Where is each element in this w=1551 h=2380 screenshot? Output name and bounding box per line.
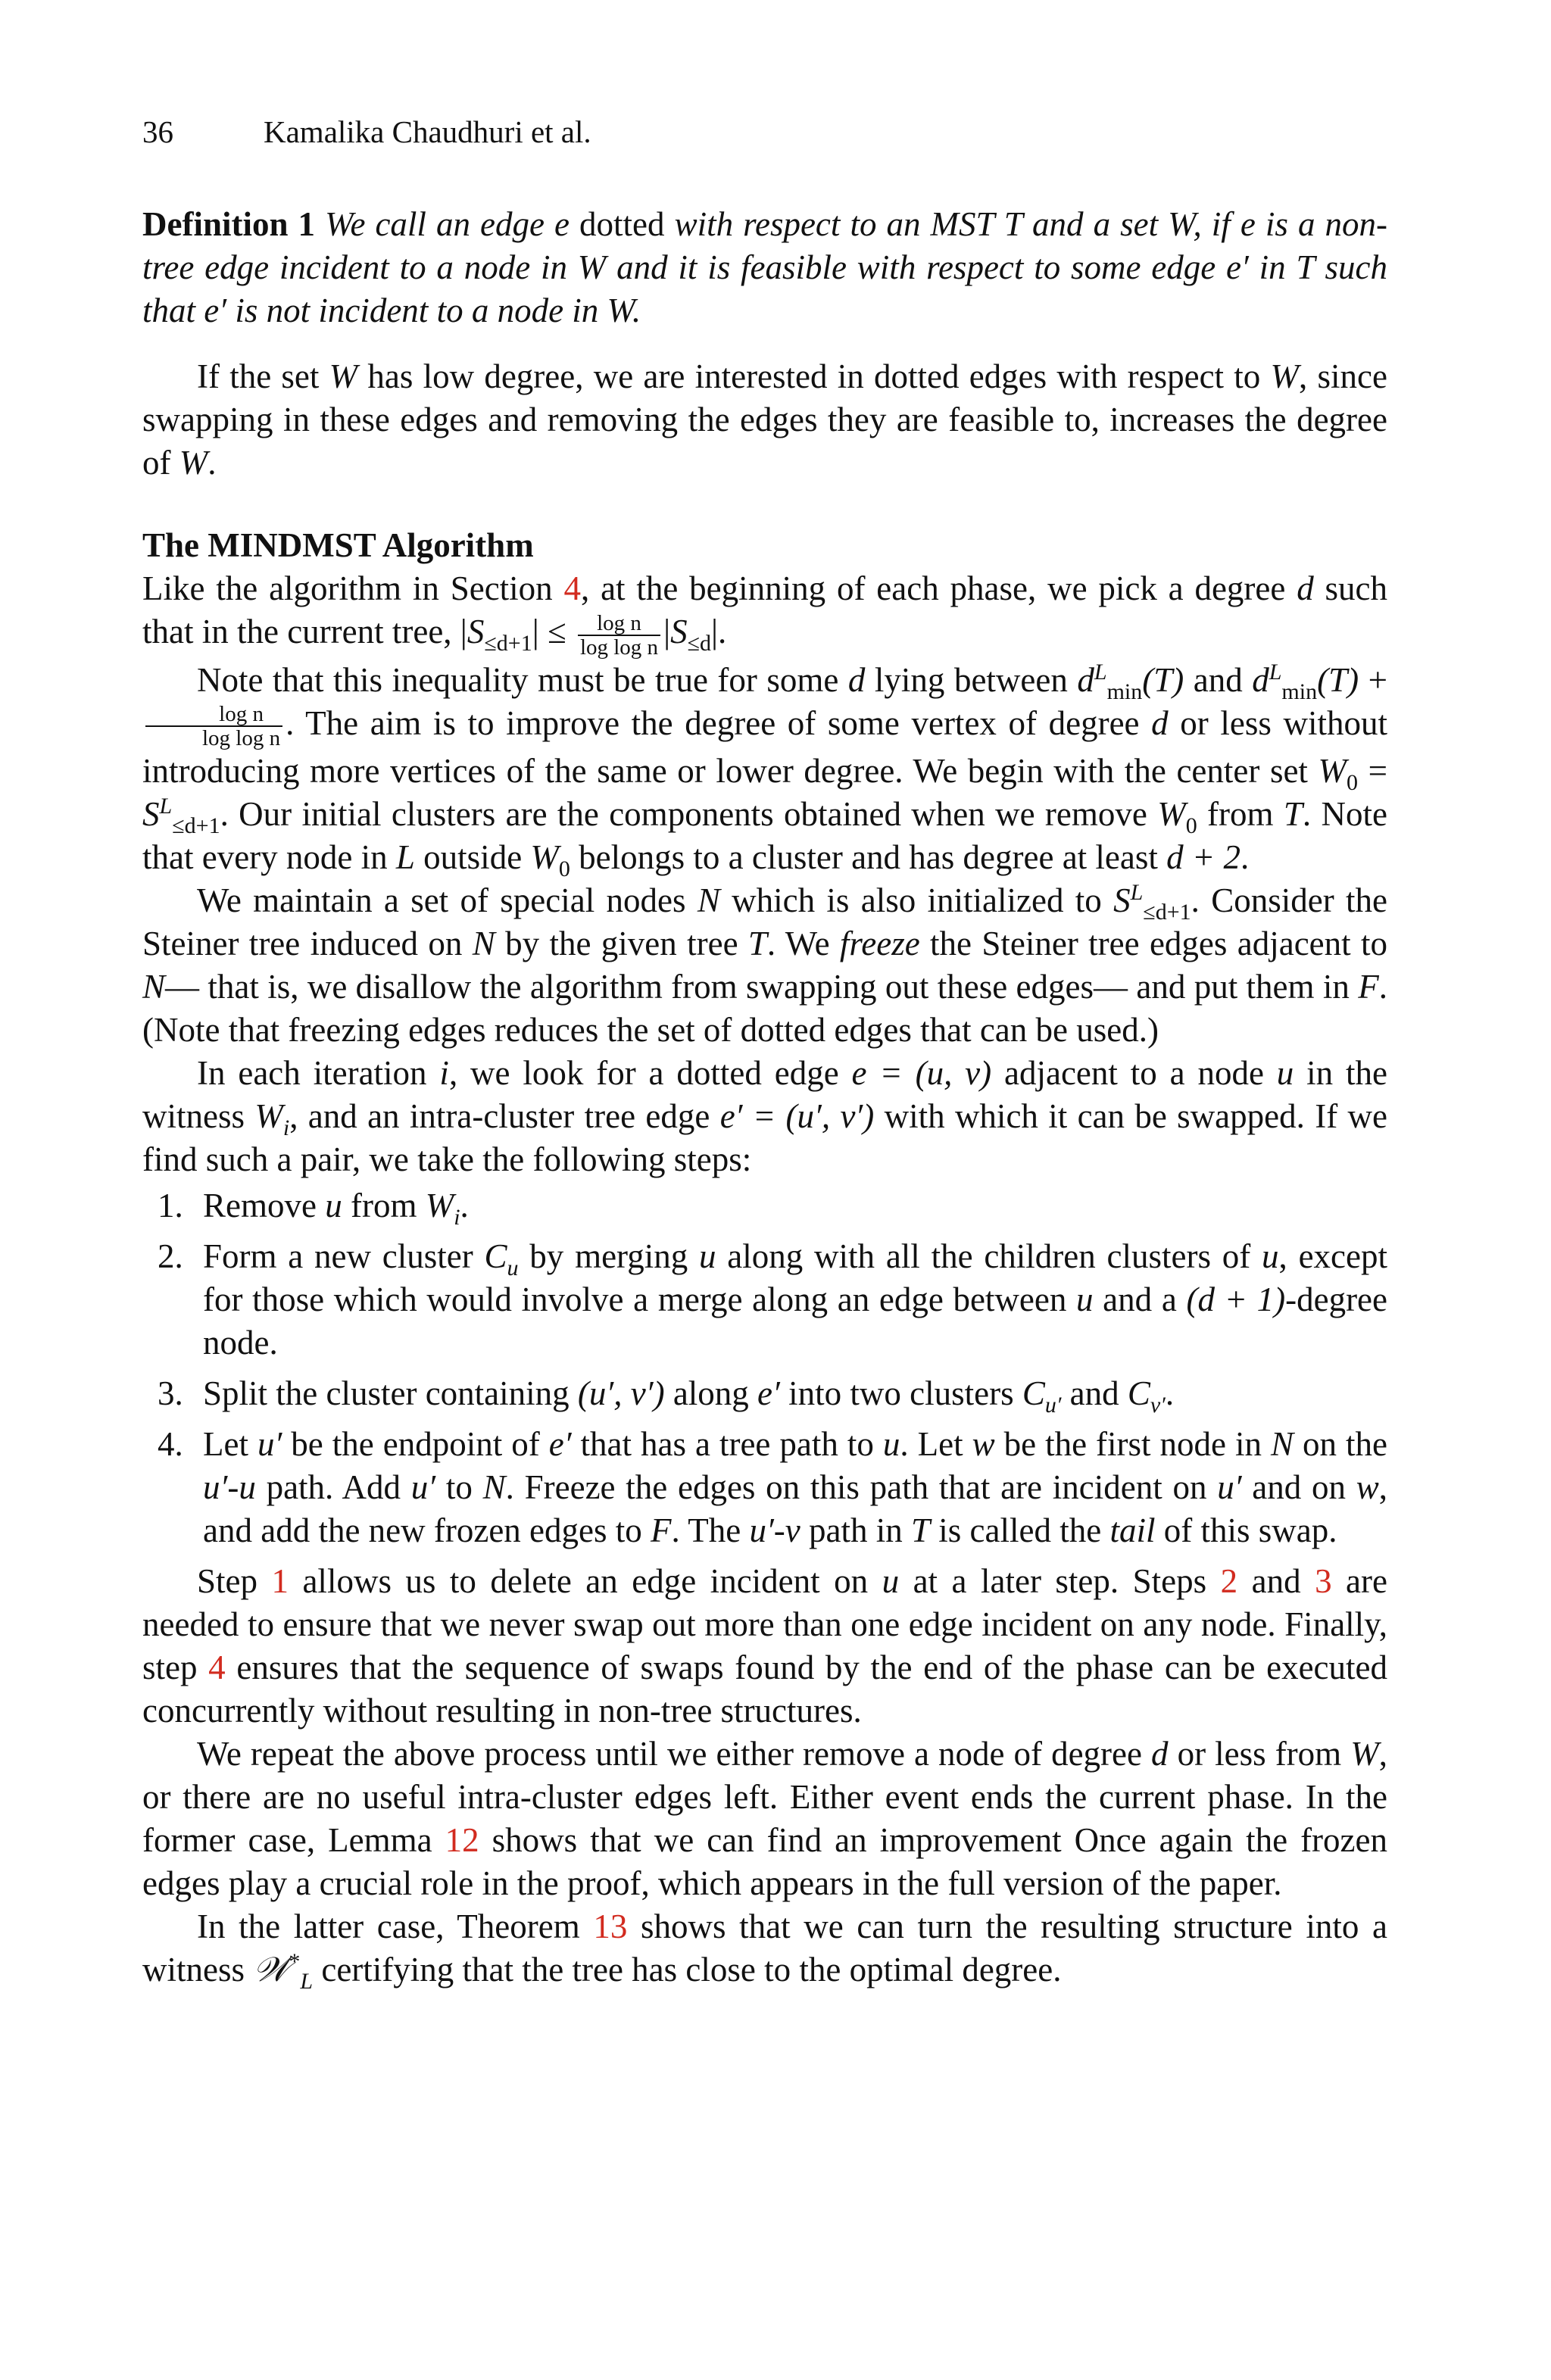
paragraph-repeat: We repeat the above process until we either remove a node of degree d or less from W, or there are no useful intra-cluster edges left. Either event ends the current phase. In the former case, Lemma 12 shows that we can find an improvement Once again the frozen edges play a crucial role in the proof, which appears in the full version of the paper.	[142, 1735, 1387, 1903]
step-2: 2. Form a new cluster $C_u$ by merging u along with all the children clusters of u, except for those which would involve a merge along an edge between u and a (d + 1)-degree node.	[158, 1237, 1387, 1362]
paragraph-low-degree: If the set W has low degree, we are interested in dotted edges with respect to W, since swapping in these edges and removing the edges they are feasible to, increases the degree of W.	[142, 357, 1387, 482]
section-title: The MINDMST Algorithm	[142, 526, 534, 564]
step-4-ref-link[interactable]: 4	[208, 1649, 226, 1687]
page-header	[142, 114, 591, 150]
section-ref-link[interactable]: 4	[563, 569, 582, 607]
paragraph-special-nodes: We maintain a set of special nodes N which is also initialized to $S^L_{\le d+1}$. Consider the Steiner tree induced on N by the given tree T. We freeze the Steiner tree edges adjacent to N— that is, we disallow the algorithm from swapping out these edges— and put them in F. (Note that freezing edges reduces the set of dotted edges that can be used.)	[142, 880, 1388, 1050]
fraction-logn: $\frac{\text{log n}}{\text{log log n}}$	[578, 612, 660, 659]
step-4: 4. Let u′ be the endpoint of e′ that has a tree path to u. Let w be the first node in N on the u′-u path. Add u′ to N. Freeze the edges on this path that are incident on u′ and on w, and add the new frozen edges to F. The u′-v path in T is called the tail of this swap.	[158, 1425, 1388, 1550]
page-number: 36	[142, 114, 173, 149]
running-authors: Kamalika Chaudhuri et al.	[264, 114, 591, 149]
body-column	[142, 203, 1388, 1995]
step-2-ref-link[interactable]: 2	[1220, 1562, 1238, 1601]
steps-list	[142, 1184, 1387, 1552]
paragraph-iteration: In each iteration i, we look for a dotted edge e = (u, v) adjacent to a node u in the witness $W_i$, and an intra-cluster tree edge e′ = (u′, v′) with which it can be swapped. If we find such a pair, we take the following steps:	[142, 1054, 1387, 1179]
paragraph-latter-case: In the latter case, Theorem 13 shows that we can turn the resulting structure into a witness 𝒲*$_L$ certifying that the tree has close to the optimal degree.	[142, 1907, 1387, 1995]
paragraph-step-explanation: Step 1 allows us to delete an edge incident on u at a later step. Steps 2 and 3 are needed to ensure that we never swap out more than one edge incident on any node. Finally, step 4 ensures that the sequence of swaps found by the end of the phase can be executed concurrently without resulting in non-tree structures.	[142, 1562, 1387, 1730]
paragraph-phase: Like the algorithm in Section 4, at the beginning of each phase, we pick a degree d such that in the current tree, $|S_{\le d+1}|$ ≤ $\frac{\text{log n}}{\text{log log n}}$ $|S_{\le d}|$.	[142, 569, 1387, 660]
fraction-logn-2: $\frac{\text{log n}}{\text{log log n}}$	[145, 703, 282, 750]
theorem-13-ref-link[interactable]: 13	[593, 1907, 628, 1946]
step-3-ref-link[interactable]: 3	[1315, 1562, 1332, 1601]
definition-label: Definition 1	[142, 205, 316, 243]
lemma-12-ref-link[interactable]: 12	[445, 1821, 479, 1860]
step-3: 3. Split the cluster containing (u′, v′) along e′ into two clusters $C_{u'}$ and $C_{v'}$.	[158, 1374, 1175, 1418]
step-1: 1. Remove u from $W_i$.	[158, 1187, 469, 1231]
step-1-ref-link[interactable]: 1	[271, 1562, 289, 1601]
paragraph-inequality: Note that this inequality must be true for some d lying between $d^L_{min}(T)$ and $d^L_{min}(T)$ + $\frac{\text{log n}}{\text{log log n}}$ . The aim is to improve the degree of some vertex of degree d or less without introducing more vertices of the same or lower degree. We begin with the center set $W_0 = S^L_{\le d+1}$. Our initial clusters are the components obtained when we remove $W_0$ from T. Note that every node in L outside $W_0$ belongs to a cluster and has degree at least d + 2.	[142, 659, 1387, 882]
definition-1: Definition 1 We call an edge e dotted with respect to an MST T and a set W, if e is a non-tree edge incident to a node in W and it is feasible with respect to some edge e′ in T such that e′ is not incident to a node in W.	[142, 205, 1387, 329]
